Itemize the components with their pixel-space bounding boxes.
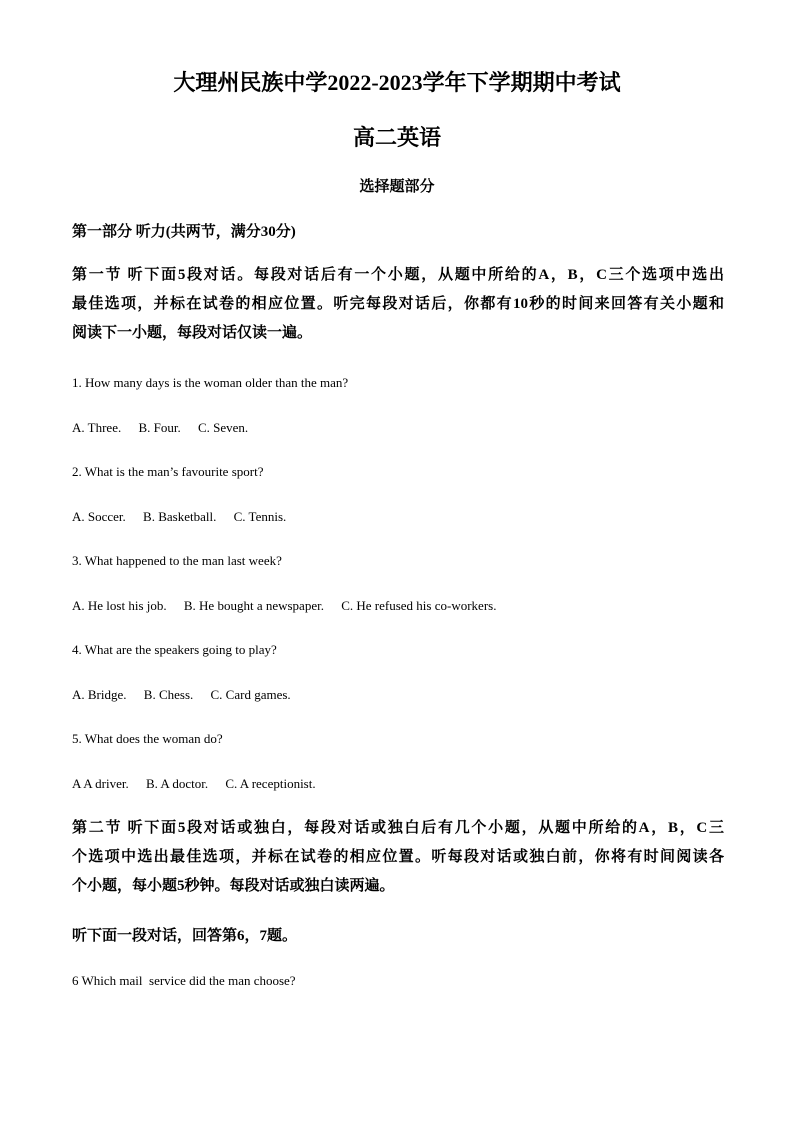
question-stem: 3. What happened to the man last week? — [72, 553, 282, 568]
instruction-line: 个选项中选出最佳选项，并标在试卷的相应位置。听每段对话或独白前，你将有时间阅读各 — [72, 849, 724, 865]
question-options — [72, 419, 724, 437]
question-stem: 2. What is the man’s favourite sport? — [72, 464, 264, 479]
option: A. Soccer. — [72, 509, 126, 524]
question-options — [72, 775, 724, 793]
option: C. Card games. — [210, 687, 291, 702]
question-options — [72, 686, 724, 704]
option: A. Three. — [72, 420, 122, 435]
question-options — [72, 508, 724, 526]
question-options — [72, 597, 724, 615]
option: B. Four. — [138, 420, 181, 435]
dialogue-intro: 听下面一段对话，回答第6，7题。 — [72, 928, 298, 944]
option: A A driver. — [72, 776, 129, 791]
section-heading: 第一部分 听力(共两节，满分30分) — [72, 224, 296, 240]
exam-title: 大理州民族中学2022-2023学年下学期期中考试 — [173, 70, 621, 95]
question-stem: 1. How many days is the woman older than the man? — [72, 375, 349, 390]
option: C. Tennis. — [233, 509, 287, 524]
option: B. He bought a newspaper. — [183, 598, 324, 613]
question-stem: 5. What does the woman do? — [72, 731, 223, 746]
instruction-line: 个小题，每小题5秒钟。每段对话或独白读两遍。 — [72, 878, 395, 894]
option: C. Seven. — [197, 420, 249, 435]
option: C. A receptionist. — [225, 776, 316, 791]
exam-subject: 高二英语 — [352, 125, 441, 150]
question-stem: 6 Which mail service did the man choose? — [72, 973, 296, 988]
option: A. He lost his job. — [72, 598, 167, 613]
instruction-line: 第一节 听下面5段对话。每段对话后有一个小题，从题中所给的A，B，C三个选项中选出 — [72, 267, 724, 283]
option: B. Basketball. — [143, 509, 217, 524]
question-stem: 4. What are the speakers going to play? — [72, 642, 277, 657]
instruction-line: 最佳选项，并标在试卷的相应位置。听完每段对话后，你都有10秒的时间来回答有关小题和 — [72, 296, 724, 312]
part1-instructions — [72, 261, 724, 348]
option: A. Bridge. — [72, 687, 127, 702]
instruction-line: 第二节 听下面5段对话或独白，每段对话或独白后有几个小题，从题中所给的A，B，C三 — [72, 820, 724, 836]
option: B. A doctor. — [145, 776, 209, 791]
part2-instructions — [72, 814, 724, 901]
option: C. He refused his co-workers. — [341, 598, 497, 613]
instruction-line: 阅读下一小题，每段对话仅读一遍。 — [72, 325, 313, 341]
part-label: 选择题部分 — [359, 179, 435, 195]
option: B. Chess. — [143, 687, 194, 702]
